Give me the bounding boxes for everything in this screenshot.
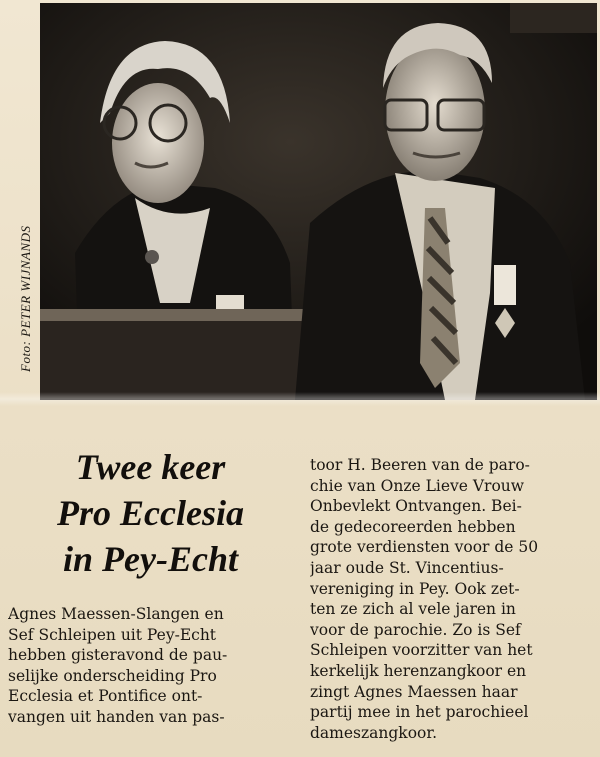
text-line: voor de parochie. Zo is Sef: [310, 620, 521, 639]
photo-two-decorated-people: [40, 3, 597, 400]
text-line: dameszangkoor.: [310, 723, 437, 742]
article-headline: [8, 444, 293, 582]
text-line: de gedecoreerden hebben: [310, 517, 516, 536]
text-line: chie van Onze Lieve Vrouw: [310, 476, 525, 495]
photo-illustration: [40, 3, 597, 400]
headline-line: in Pey-Echt: [63, 539, 238, 579]
text-line: jaar oude St. Vincentius-: [310, 558, 504, 577]
text-line: Schleipen voorzitter van het: [310, 641, 533, 660]
text-line: hebben gisteravond de pau-: [8, 646, 228, 665]
text-line: Ecclesia et Pontifice ont-: [8, 687, 203, 706]
text-line: ten ze zich al vele jaren in: [310, 600, 516, 619]
photo-credit: Foto: PETER WIJNANDS: [18, 225, 33, 372]
paper-fold-line: [0, 392, 600, 406]
text-line: grote verdiensten voor de 50: [310, 538, 539, 557]
text-line: kerkelijk herenzangkoor en: [310, 661, 527, 680]
text-line: Agnes Maessen-Slangen en: [8, 605, 224, 623]
text-line: selijke onderscheiding Pro: [8, 666, 217, 685]
article-column-left: [8, 604, 294, 728]
text-line: partij mee in het parochieel: [310, 703, 529, 722]
headline-line: Twee keer: [75, 447, 226, 487]
headline-line: Pro Ecclesia: [57, 493, 244, 533]
text-line: vereniging in Pey. Ook zet-: [310, 579, 520, 598]
text-line: Sef Schleipen uit Pey-Echt: [8, 625, 217, 644]
text-line: vangen uit handen van pas-: [8, 707, 225, 726]
text-line: Onbevlekt Ontvangen. Bei-: [310, 497, 522, 516]
text-line: zingt Agnes Maessen haar: [310, 682, 518, 701]
text-line: toor H. Beeren van de paro-: [310, 456, 530, 474]
article-column-right: [310, 455, 596, 743]
